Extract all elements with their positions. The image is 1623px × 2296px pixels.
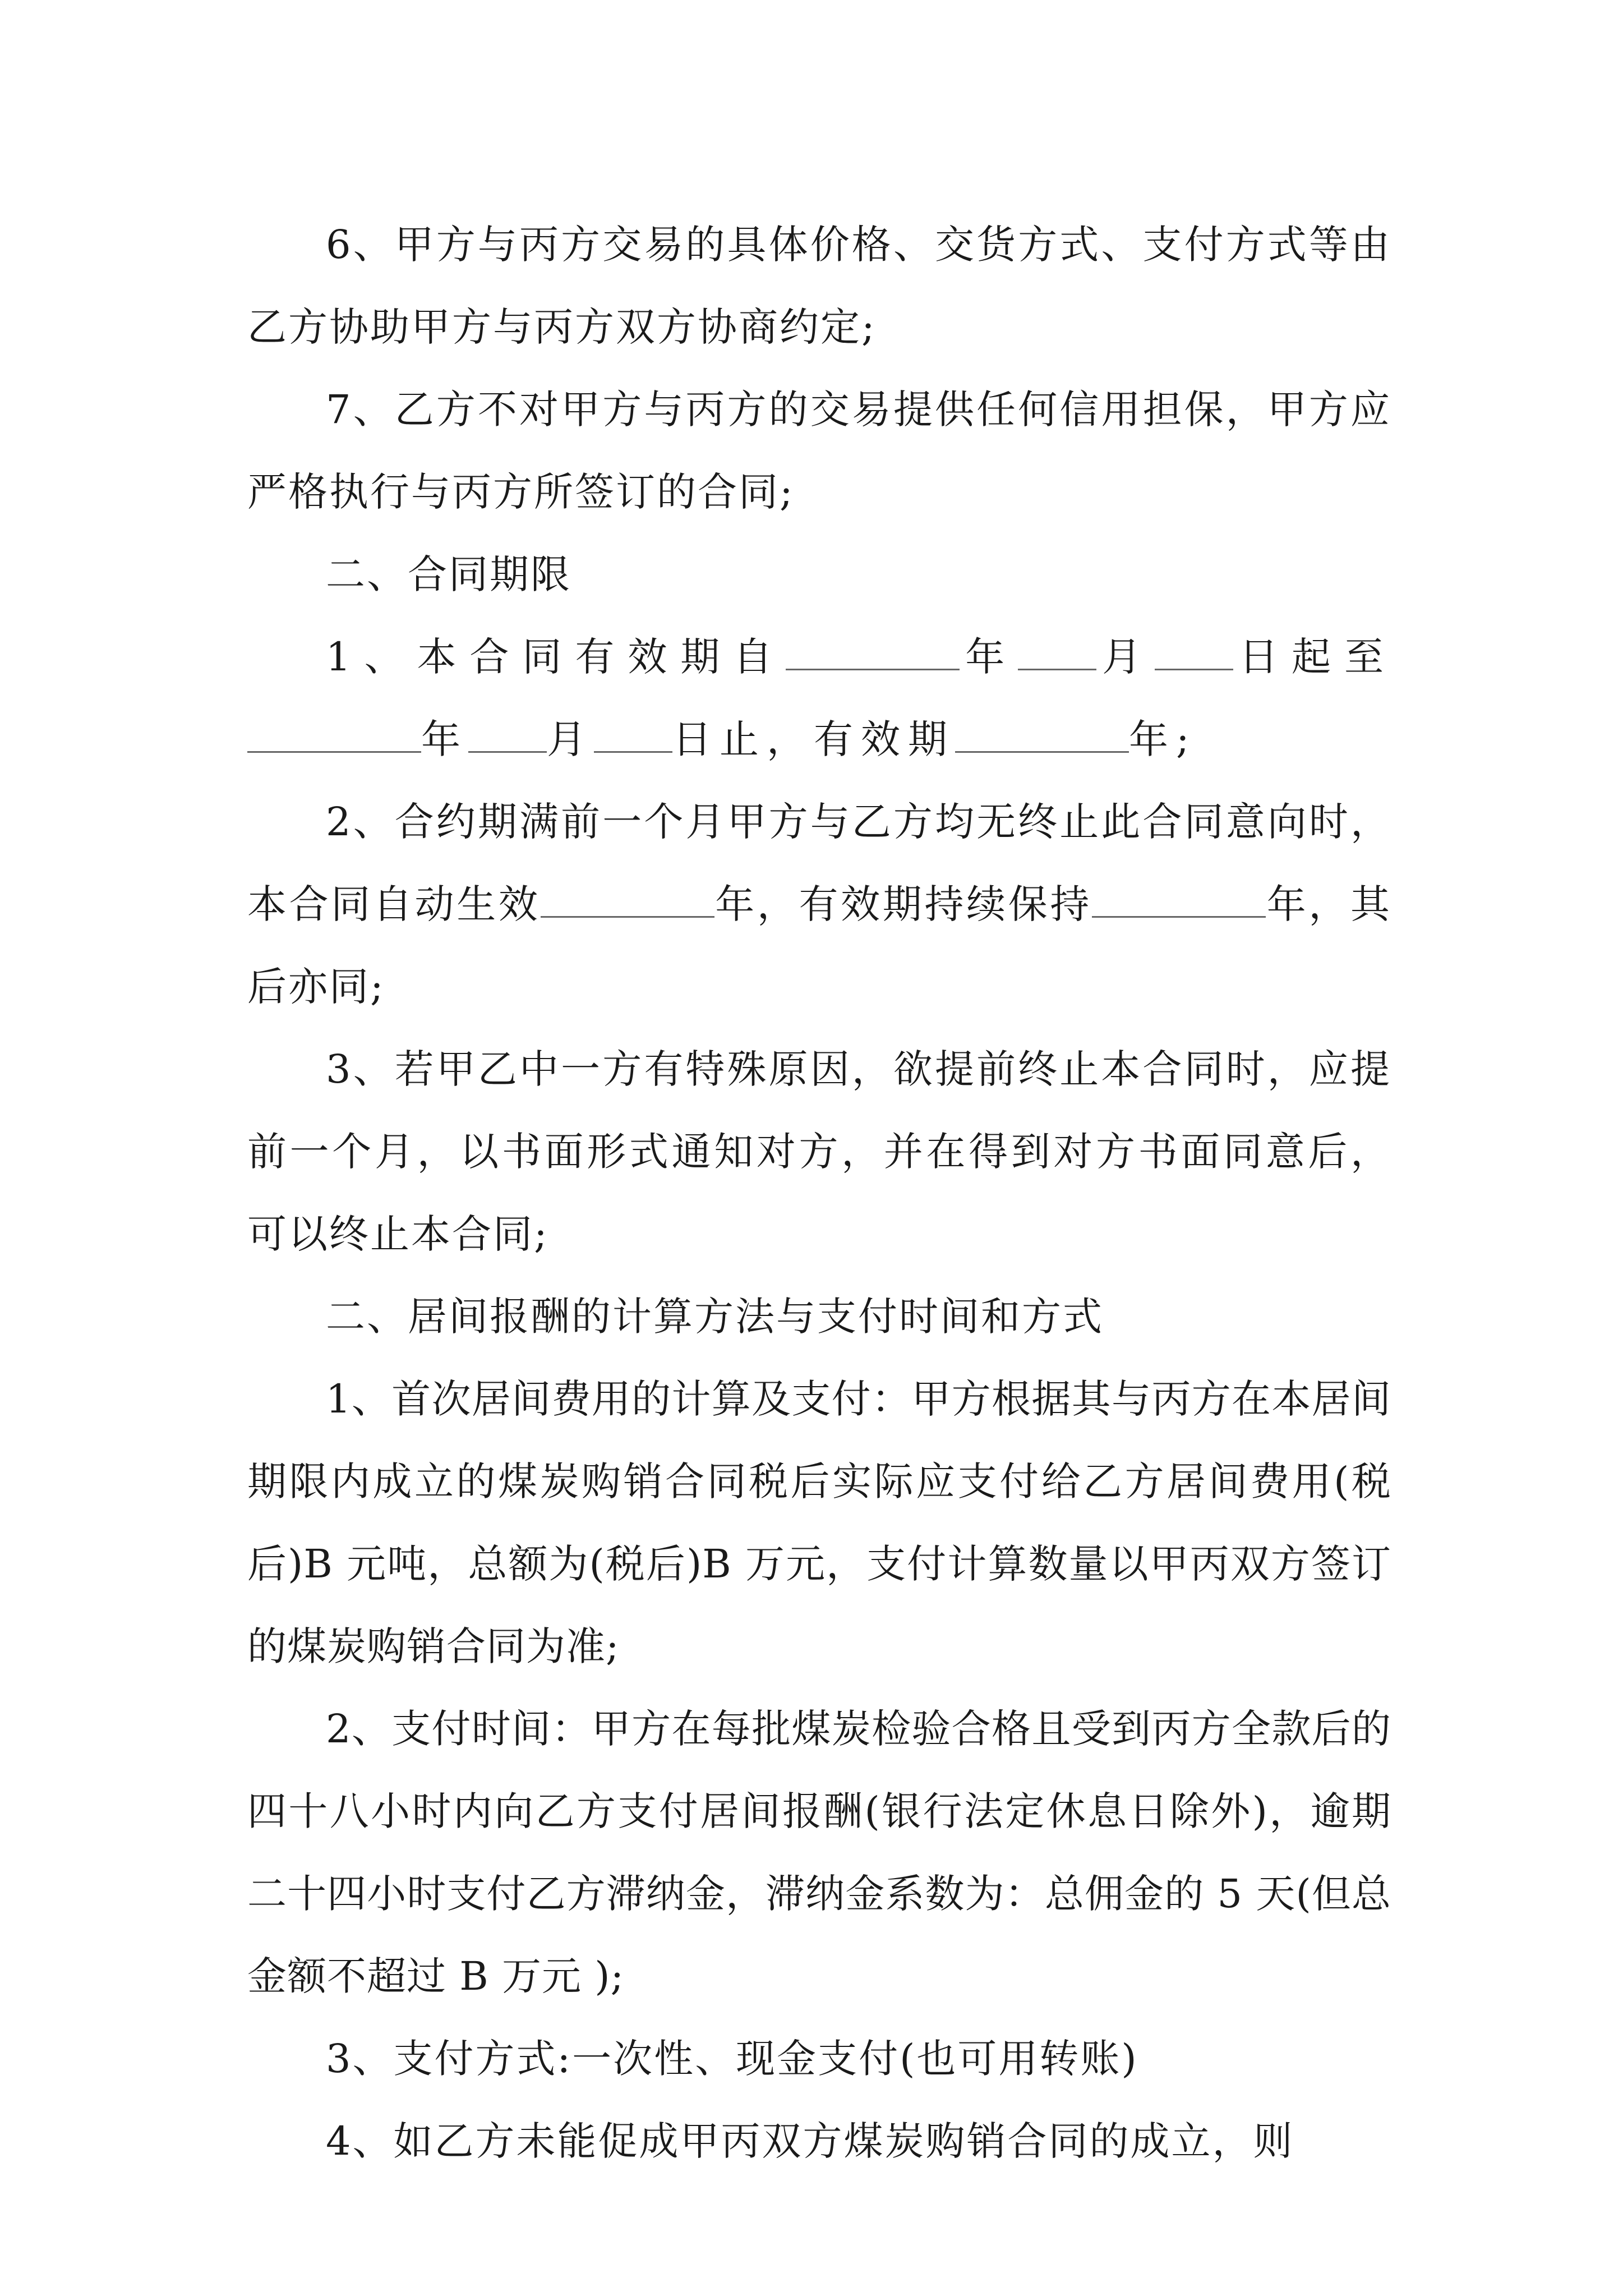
blank-start-year[interactable] (786, 636, 960, 670)
term-text-5: 年 (421, 716, 468, 762)
renewal-text-1: 2、合约期满前一个月甲方与乙方均无终止此合同意向时，本合同自动生效 (247, 799, 1391, 927)
term-text-8: 年; (1129, 716, 1197, 762)
section-heading-term: 二、合同期限 (326, 551, 571, 597)
clause-fee-calculation: 1、首次居间费用的计算及支付：甲方根据其与丙方在本居间期限内成立的煤炭购销合同税后实际应支付给乙方居间费用(税后)B 元吨，总额为(税后)B 万元，支付计算数量以甲丙双方签订的煤炭购销合同为准; (247, 1376, 1391, 1669)
renewal-text-3: 年，其后亦同; (247, 881, 1392, 1010)
clause-6: 6、甲方与丙方交易的具体价格、交货方式、支付方式等由乙方协助甲方与丙方双方协商约定; (247, 222, 1391, 350)
term-text-4: 日起至 (1233, 634, 1392, 680)
term-text-6: 月 (547, 716, 594, 762)
clause-termination: 3、若甲乙中一方有特殊原因，欲提前终止本合同时，应提前一个月，以书面形式通知对方，并在得到对方书面同意后，可以终止本合同; (247, 1046, 1391, 1257)
clause-term-validity (247, 616, 1391, 781)
clause-failure: 4、如乙方未能促成甲丙双方煤炭购销合同的成立，则 (326, 2118, 1294, 2164)
clause-payment-time: 2、支付时间：甲方在每批煤炭检验合格且受到丙方全款后的四十八小时内向乙方支付居间报酬(银行法定休息日除外)，逾期二十四小时支付乙方滞纳金，滞纳金系数为：总佣金的 5 天(但总金额不超过 B 万元 ); (247, 1706, 1391, 1999)
blank-renewal-period[interactable] (1092, 884, 1266, 918)
renewal-text-2: 年，有效期持续保持 (714, 881, 1092, 927)
blank-validity-years[interactable] (955, 719, 1129, 753)
document-body (247, 204, 1391, 2183)
term-text-7: 日止，有效期 (672, 716, 955, 762)
clause-payment-method: 3、支付方式:一次性、现金支付(也可用转账) (326, 2036, 1138, 2082)
term-text-1: 1、本合同有效期自 (326, 634, 786, 680)
blank-renewal-years[interactable] (541, 884, 714, 918)
blank-end-day[interactable] (594, 719, 672, 753)
blank-start-month[interactable] (1018, 636, 1096, 670)
blank-start-day[interactable] (1155, 636, 1233, 670)
term-text-2: 年 (960, 634, 1018, 680)
clause-7: 7、乙方不对甲方与丙方的交易提供任何信用担保，甲方应严格执行与丙方所签订的合同; (247, 386, 1391, 515)
section-heading-remuneration: 二、居间报酬的计算方法与支付时间和方式 (326, 1294, 1104, 1340)
term-text-3: 月 (1096, 634, 1155, 680)
clause-renewal (247, 781, 1391, 1028)
blank-end-month[interactable] (468, 719, 547, 753)
blank-end-year[interactable] (247, 719, 421, 753)
